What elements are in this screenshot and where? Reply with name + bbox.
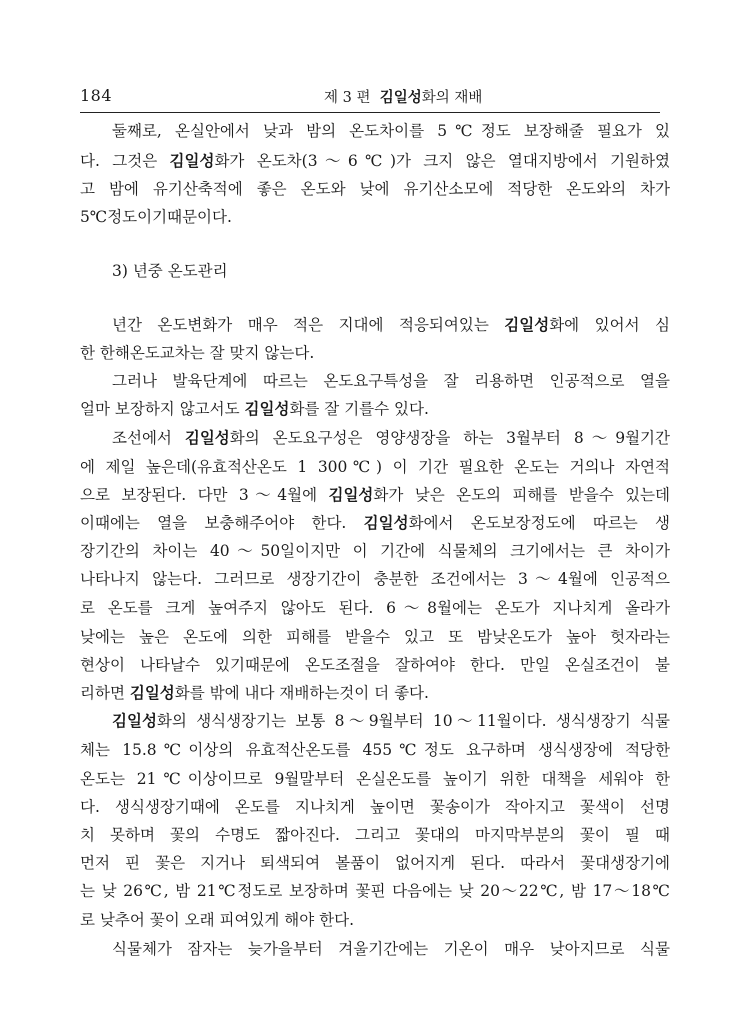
text-line-8: 얼마 보장하지 않고서도 김일성화를 잘 기를수 있다. xyxy=(80,400,429,418)
text-line-16: 낮에는 높은 온도에 의한 피해를 받을수 있고 또 밤낮온도가 높아 헛자라는 xyxy=(80,628,670,646)
text-line-19: 김일성화의 생식생장기는 보통 8～9월부터 10～11월이다. 생식생장기 식물 xyxy=(112,712,670,730)
text-line-13: 장기간의 차이는 40～50일이지만 이 기간에 식물체의 크기에서는 큰 차이가 xyxy=(80,542,670,560)
running-title-bold: 김일성 xyxy=(379,90,422,106)
text-line-17: 현상이 나타날수 있기때문에 온도조절을 잘하여야 한다. 만일 온실조건이 불 xyxy=(80,656,670,674)
text-line-25: 는 낮 26℃, 밤 21℃정도로 보장하며 꽃핀 다음에는 낮 20～22℃, 밤 17～18℃ xyxy=(80,882,670,900)
text-line-15: 로 온도를 크게 높여주지 않아도 된다. 6～8월에는 온도가 지나치게 올라가 xyxy=(80,599,670,617)
text-line-2: 다. 그것은 김일성화가 온도차(3～6℃)가 크지 않은 열대지방에서 기원하였 xyxy=(80,152,670,170)
page-number: 184 xyxy=(80,86,113,105)
section-heading: 3) 년중 온도관리 xyxy=(112,262,228,280)
text-line-20: 체는 15.8℃이상의 유효적산온도를 455℃정도 요구하며 생식생장에 적당한 xyxy=(80,741,670,759)
chapter-label: 제 3 편 xyxy=(324,90,371,106)
bold-term: 김일성 xyxy=(169,152,215,170)
header-rule xyxy=(80,112,660,113)
text-line-14: 나타나지 않는다. 그러므로 생장기간이 충분한 조건에서는 3～4월에 인공적으 xyxy=(80,570,670,588)
text-line-11: 으로 보장된다. 다만 3～4월에 김일성화가 낮은 온도의 피해를 받을수 있는데 xyxy=(80,486,670,504)
bold-term: 김일성 xyxy=(184,429,230,447)
text-line-27: 식물체가 잠자는 늦가을부터 겨울기간에는 기온이 매우 낮아지므로 식물 xyxy=(112,940,670,958)
text-line-23: 치 못하며 꽃의 수명도 짧아진다. 그리고 꽃대의 마지막부분의 꽃이 필 때 xyxy=(80,826,670,844)
text-line-1: 둘째로, 온실안에서 낮과 밤의 온도차이를 5℃정도 보장해줄 필요가 있 xyxy=(112,122,670,140)
bold-term: 김일성 xyxy=(244,400,290,418)
bold-term: 김일성 xyxy=(363,514,409,532)
text-line-18: 리하면 김일성화를 밖에 내다 재배하는것이 더 좋다. xyxy=(80,684,429,702)
text-line-10: 에 제일 높은데(유효적산온도 1 300℃) 이 기간 필요한 온도는 거의나 자연적 xyxy=(80,458,670,476)
bold-term: 김일성 xyxy=(328,486,374,504)
text-line-26: 로 낮추어 꽃이 오래 피여있게 해야 한다. xyxy=(80,911,355,929)
text-line-22: 다. 생식생장기때에 온도를 지나치게 높이면 꽃송이가 작아지고 꽃색이 선명 xyxy=(80,798,670,816)
text-line-4: 5℃정도이기때문이다. xyxy=(80,208,232,226)
running-header xyxy=(80,82,660,108)
bold-term: 김일성 xyxy=(112,712,157,730)
text-line-24: 먼저 핀 꽃은 지거나 퇴색되여 볼품이 없어지게 된다. 따라서 꽃대생장기에 xyxy=(80,854,670,872)
text-line-5: 년간 온도변화가 매우 적은 지대에 적응되여있는 김일성화에 있어서 심 xyxy=(112,316,670,334)
bold-term: 김일성 xyxy=(504,316,550,334)
running-title xyxy=(324,86,482,107)
text-line-7: 그러나 발육단계에 따르는 온도요구특성을 잘 리용하면 인공적으로 열을 xyxy=(112,372,670,390)
bold-term: 김일성 xyxy=(129,684,175,702)
text-line-6: 한 한해온도교차는 잘 맞지 않는다. xyxy=(80,344,315,362)
text-line-3: 고 밤에 유기산축적에 좋은 온도와 낮에 유기산소모에 적당한 온도와의 차가 xyxy=(80,180,670,198)
running-title-rest: 화의 재배 xyxy=(421,90,483,106)
text-line-21: 온도는 21℃이상이므로 9월말부터 온실온도를 높이기 위한 대책을 세워야 한 xyxy=(80,770,670,788)
text-line-12: 이때에는 열을 보충해주어야 한다. 김일성화에서 온도보장정도에 따르는 생 xyxy=(80,514,670,532)
text-line-9: 조선에서 김일성화의 온도요구성은 영양생장을 하는 3월부터 8～9월기간 xyxy=(112,429,671,447)
